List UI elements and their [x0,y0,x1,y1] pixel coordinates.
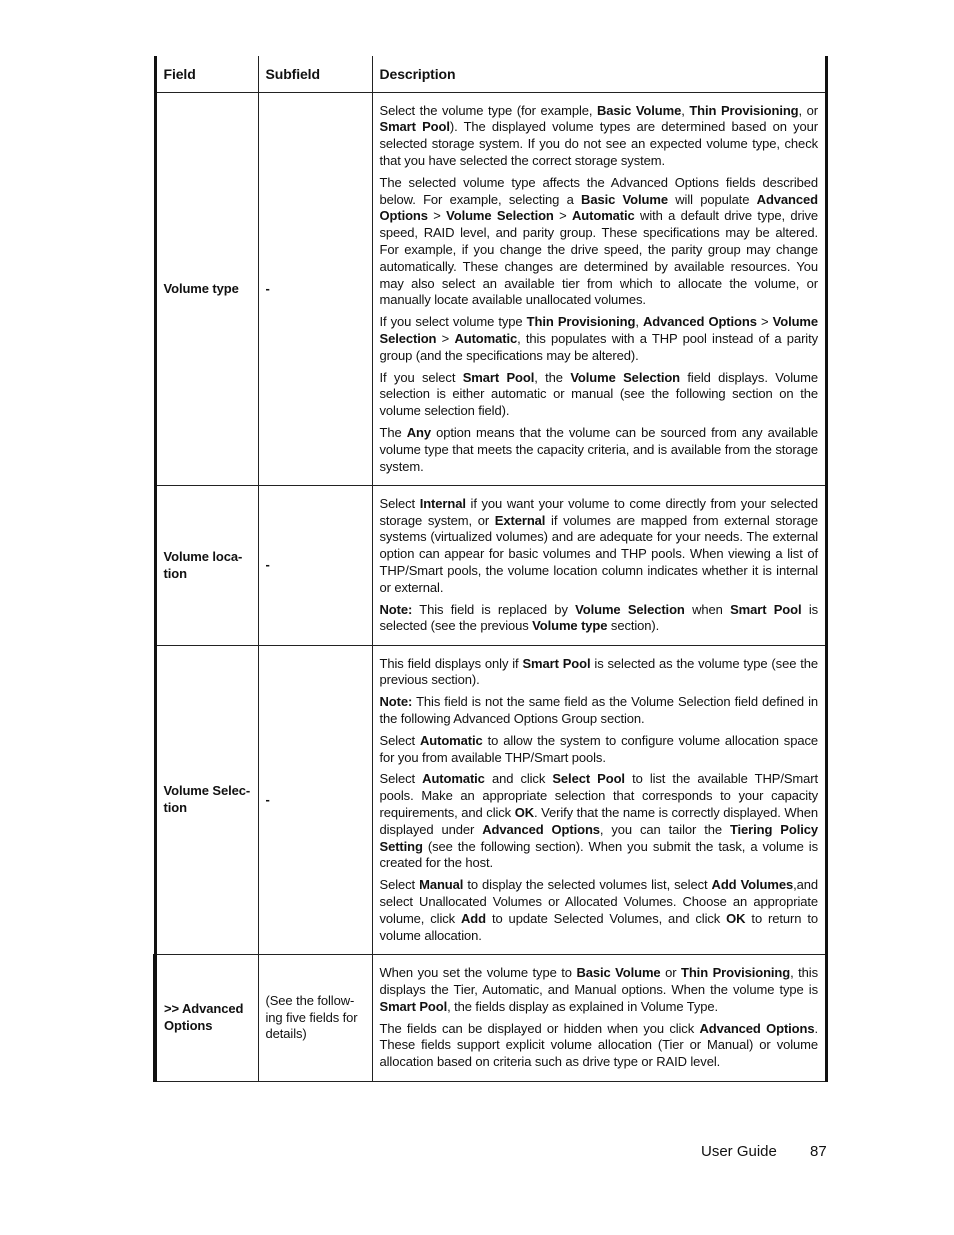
bold-term: Basic Volume [597,102,682,118]
table-row [155,486,827,646]
bold-term: Manual [419,877,464,893]
description-paragraph: The fields can be displayed or hidden when you click Advanced Options. These fields support explicit volume allocation (Tier or Manual) or volume allocation based on criteria such as drive type or RAID level. [379,1020,819,1070]
description-paragraph: Select the volume type (for example, Basic Volume, Thin Provisioning, or Smart Pool). The displayed volume types are determined based on your selected storage system. If you do not see an expected volume type, check that you have selected the correct storage system. [379,102,819,169]
bold-term: Add Volumes [711,877,794,893]
description-paragraph: Note: This field is not the same field as the Volume Selection field defined in the following Advanced Options Group section. [379,694,818,727]
page-number: 87 [810,1143,827,1160]
subfield-value: - [265,557,270,573]
description-paragraph: Select Manual to display the selected volumes list, select Add Volumes,and select Unallocated Volumes or Allocated Volumes. Choose an appropriate volume, click Add to update Selected Volumes, and click OK to return to volume allocation. [379,877,818,943]
bold-term: Smart Pool [730,601,802,617]
table-row [155,955,827,1082]
subfield-value: (See the follow-ing five fields for details) [265,992,358,1042]
bold-term: Select Pool [552,771,625,787]
bold-term: Smart Pool [462,369,535,385]
description-paragraph: The selected volume type affects the Advanced Options fields described below. For example, selecting a Basic Volume will populate Advanced Options > Volume Selection > Automatic with a default drive type, drive speed, RAID level, and parity group. These specifications may be altered. For example, if you change the drive speed, the parity group may change automatically. These changes are determined by available resources. You may also select an available tier from which to allocate the volume, or manually locate available unallocated volumes. [379,174,819,308]
bold-term: Volume Selection [570,369,681,385]
bold-term: Volume type [532,618,608,634]
bold-term: Internal [419,495,466,511]
subfield-value: - [265,280,270,296]
bold-term: Advanced Options [699,1020,815,1036]
field-name: Volume loca-tion [163,548,243,581]
header-field: Field [155,56,258,93]
description-paragraph: Select Automatic to allow the system to configure volume allocation space for you from available THP/Smart pools. [379,732,818,765]
description-cell [372,955,827,1082]
bold-term: Smart Pool [379,998,448,1014]
bold-term: Smart Pool [379,119,450,135]
description-paragraph: If you select volume type Thin Provisioning, Advanced Options > Volume Selection > Automatic, this populates with a THP pool instead of a parity group (and the specifications may be altered). [379,314,819,363]
bold-term: Automatic [454,330,518,346]
subfield-value: - [265,791,270,807]
bold-term: OK [726,910,746,926]
description-paragraph: If you select Smart Pool, the Volume Selection field displays. Volume selection is either automatic or manual (see the following section on the volume selection field). [379,369,818,419]
bold-term: Advanced Options [379,191,818,224]
description-paragraph: When you set the volume type to Basic Volume or Thin Provisioning, this displays the Tier, Automatic, and Manual options. When the volume type is Smart Pool, the fields display as explained in Volume Type. [379,965,818,1014]
bold-term: Thin Provisioning [681,965,791,981]
description-paragraph: Select Automatic and click Select Pool to list the available THP/Smart pools. Make an appropriate selection that corresponds to your capacity requirements, and click OK. Verify that the name is correctly displayed. When displayed under Advanced Options, you can tailor the Tiering Policy Setting (see the following section). When you submit the task, a volume is created for the host. [379,771,819,871]
description-cell [372,646,827,955]
bold-term: Smart Pool [522,655,591,671]
bold-term: Basic Volume [576,965,661,981]
header-subfield: Subfield [258,56,372,93]
description-paragraph: This field displays only if Smart Pool is selected as the volume type (see the previous section). [379,655,819,688]
bold-term: Any [406,424,431,440]
bold-term: Note: [379,601,413,617]
table-header-row [155,56,827,93]
bold-term: Advanced Options [643,314,757,330]
header-description: Description [372,56,827,93]
bold-term: Thin Provisioning [689,102,799,118]
table-row [155,646,827,955]
field-name: Volume type [163,280,239,296]
bold-term: Automatic [572,208,635,224]
bold-term: External [494,512,546,528]
description-cell [372,486,827,646]
bold-term: Tiering Policy Setting [379,821,818,854]
description-paragraph: The Any option means that the volume can be sourced from any available volume type that meets the capacity criteria, and is available from the storage system. [379,424,818,474]
description-paragraph: Note: This field is replaced by Volume Selection when Smart Pool is selected (see the previous Volume type section). [379,601,819,634]
bold-term: Automatic [419,732,483,748]
table-row [155,93,827,486]
description-cell [372,93,827,486]
bold-term: Volume Selection [446,208,554,224]
bold-term: Automatic [422,771,485,787]
fields-table [153,56,828,1082]
field-name: Volume Selec-tion [163,783,251,815]
bold-term: OK [514,805,534,820]
bold-term: Volume Selection [379,314,819,346]
bold-term: Advanced Options [482,821,600,837]
bold-term: Basic Volume [581,191,668,207]
field-name: >> Advanced Options [164,1001,244,1033]
bold-term: Add [461,910,486,926]
bold-term: Volume Selection [575,601,685,617]
bold-term: Note: [379,694,413,710]
bold-term: Thin Provisioning [526,314,636,330]
footer-label: User Guide [701,1143,777,1160]
description-paragraph: Select Internal if you want your volume to come directly from your selected storage system, or External if volumes are mapped from external storage systems (virtualized volumes) and are adequate for your needs. The external option can appear for basic volumes and THP pools. When viewing a list of THP/Smart pools, the volume location column indicates whether it is internal or external. [379,495,819,595]
